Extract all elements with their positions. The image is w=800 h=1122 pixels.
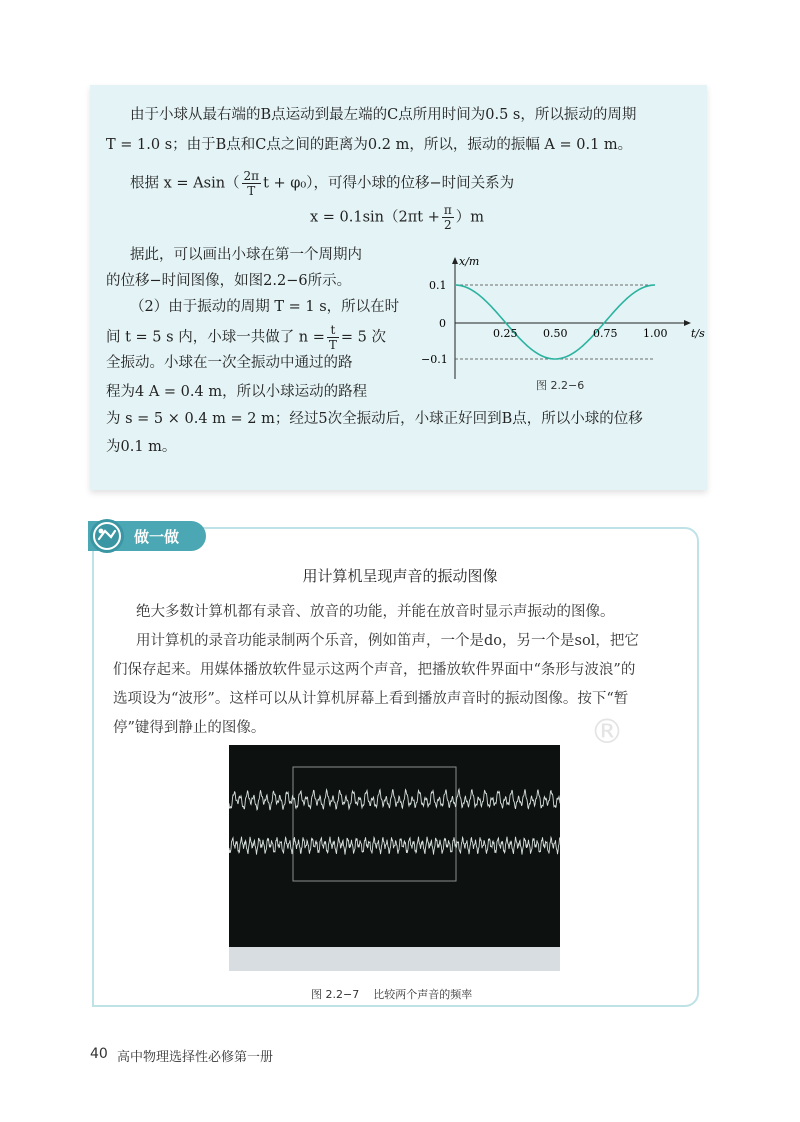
y-tick-positive: 0.1 (429, 279, 447, 292)
media-player-taskbar (229, 947, 560, 971)
x-tick-1-00: 1.00 (643, 327, 668, 340)
fraction-2pi-over-t (242, 169, 262, 198)
figure-caption: 图 2.2−7 比较两个声音的频率 (311, 988, 473, 1001)
para-3-line-2-prefix: 间 t = 5 s 内，小球一共做了 n = (106, 329, 325, 346)
activity-paragraph-1: 绝大多数计算机都有录音、放音的功能，并能在放音时显示声振动的图像。 (136, 604, 615, 620)
para-3-line-1: （2）由于振动的周期 T = 1 s，所以在时 (130, 299, 400, 315)
fraction-t-over-T (327, 323, 339, 352)
sol-waveform (229, 837, 560, 855)
selection-frame (293, 767, 456, 881)
y-axis-label: x/m (459, 255, 480, 268)
activity-paragraph-2-line-1: 用计算机的录音功能录制两个乐音，例如笛声，一个是do，另一个是sol，把它 (136, 633, 639, 649)
para-3-line-5: 为 s = 5 × 0.4 m = 2 m；经过5次全振动后，小球正好回到B点，所以小球的位移 (106, 411, 643, 427)
activity-title: 用计算机呈现声音的振动图像 (302, 567, 498, 585)
formula-prefix: 根据 x = Asin（ (130, 175, 240, 192)
x-tick-0-75: 0.75 (593, 327, 618, 340)
frac-denominator: T (247, 184, 256, 198)
formula-suffix: t + φ₀），可得小球的位移−时间关系为 (263, 175, 515, 192)
example-line-1: 由于小球从最右端的B点运动到最左端的C点所用时间为0.5 s，所以振动的周期 (130, 107, 637, 123)
activity-tab-label: 做一做 (134, 528, 180, 546)
y-axis-arrow (452, 257, 458, 264)
para-3-line-6: 为0.1 m。 (106, 439, 177, 455)
frac-numerator: t (327, 323, 339, 338)
para-3-line-2 (106, 323, 386, 352)
example-solution-box (90, 85, 707, 490)
frac-denominator: T (328, 338, 337, 352)
para-3-line-2-suffix: = 5 次 (340, 329, 387, 346)
y-tick-negative: −0.1 (421, 353, 448, 366)
waveform-display (229, 745, 560, 971)
x-axis-arrow (684, 320, 691, 326)
example-line-3 (130, 169, 514, 198)
registered-watermark: ® (590, 712, 624, 752)
x-axis-label: t/s (691, 327, 705, 340)
origin-label: 0 (439, 317, 446, 330)
do-waveform (229, 789, 560, 810)
fraction-pi-over-2 (442, 203, 454, 232)
example-line-2: T = 1.0 s；由于B点和C点之间的距离为0.2 m，所以，振动的振幅 A = 0.1 m。 (106, 137, 633, 153)
frac-numerator: π (443, 203, 452, 217)
para-2-line-2: 的位移−时间图像，如图2.2−6所示。 (106, 273, 352, 289)
activity-paragraph-2-line-2: 们保存起来。用媒体播放软件显示这两个声音，把播放软件界面中“条形与波浪”的 (113, 662, 636, 678)
para-3-line-4: 程为4 A = 0.4 m，所以小球运动的路程 (106, 384, 368, 400)
hand-gear-icon (88, 517, 126, 555)
activity-paragraph-2-line-4: 停”键得到静止的图像。 (113, 720, 266, 736)
equation-suffix: ）m (455, 209, 485, 226)
x-tick-0-25: 0.25 (493, 327, 518, 340)
activity-paragraph-2-line-3: 选项设为“波形”。这样可以从计算机屏幕上看到播放声音时的振动图像。按下“暂 (113, 691, 629, 707)
equation-prefix: x = 0.1sin（2πt + (310, 209, 440, 226)
para-3-line-3: 全振动。小球在一次全振动中通过的路 (106, 355, 353, 371)
displacement-equation (310, 203, 484, 232)
waveform-screenshot (229, 745, 560, 971)
graph-caption: 图 2.2−6 (536, 379, 585, 392)
page-number: 40 (90, 1046, 108, 1062)
displacement-time-graph (415, 247, 705, 397)
frac-numerator: 2π (243, 169, 260, 183)
frac-denominator: 2 (444, 218, 452, 232)
x-tick-0-50: 0.50 (543, 327, 568, 340)
book-title: 高中物理选择性必修第一册 (117, 1050, 274, 1065)
cosine-curve (455, 285, 655, 359)
para-2-line-1: 据此，可以画出小球在第一个周期内 (130, 247, 362, 263)
